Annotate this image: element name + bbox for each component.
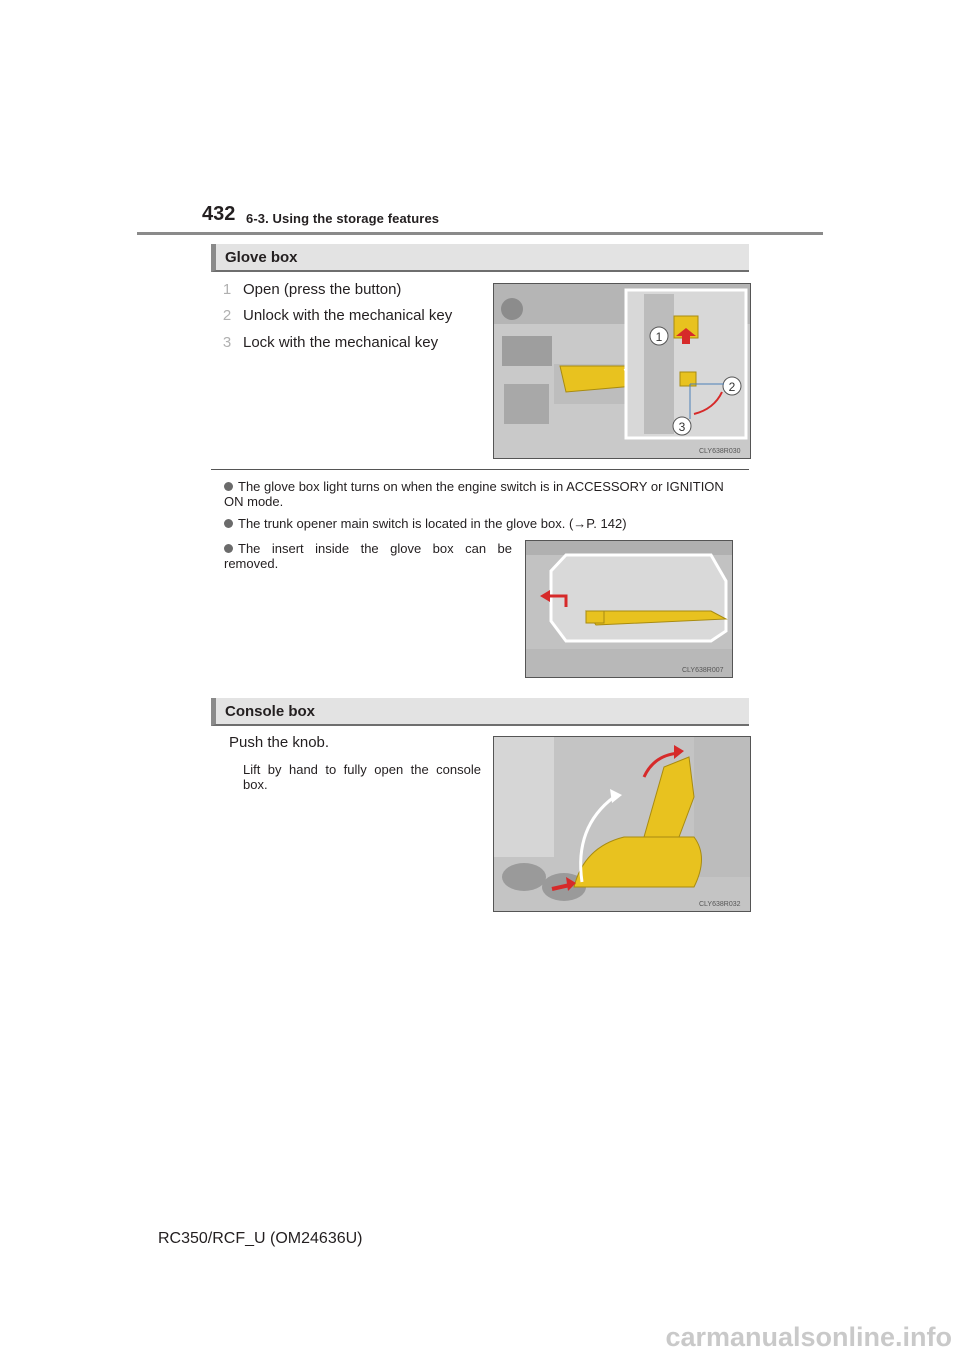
callout-1: 1	[655, 330, 663, 344]
notes-separator	[211, 469, 749, 470]
note-glove-box-light	[224, 479, 746, 509]
console-figure-code: CLY638R032	[699, 901, 741, 908]
step-text-open: Open (press the button)	[243, 281, 402, 298]
note-text: The trunk opener main switch is located in the glove box. (→P. 142)	[238, 516, 627, 531]
glove-box-heading-text: Glove box	[225, 249, 298, 266]
step-number-2: 2	[222, 307, 232, 324]
section-title: 6-3. Using the storage features	[246, 211, 440, 226]
console-box-heading	[211, 698, 749, 726]
bullet-icon	[224, 544, 233, 553]
model-footer: RC350/RCF_U (OM24636U)	[158, 1230, 363, 1247]
bullet-icon	[224, 482, 233, 491]
console-instruction: Push the knob.	[229, 734, 330, 751]
page-number: 432	[202, 203, 236, 225]
note-text: The glove box light turns on when the engine switch is in ACCESSORY or IGNITION ON mode.	[224, 479, 724, 509]
step-text-lock: Lock with the mechanical key	[243, 334, 439, 351]
console-box-figure	[493, 736, 751, 912]
insert-figure-code: CLY638R007	[682, 667, 724, 674]
header-rule	[137, 232, 823, 235]
glove-box-figure	[493, 283, 751, 459]
note-insert-removable	[224, 541, 512, 571]
note-text: The insert inside the glove box can be removed.	[224, 541, 512, 571]
glove-box-insert-illustration	[526, 541, 732, 677]
glove-box-insert-figure	[525, 540, 733, 678]
glove-box-illustration	[494, 284, 750, 458]
callout-3: 3	[678, 420, 686, 434]
bullet-icon	[224, 519, 233, 528]
console-box-heading-text: Console box	[225, 703, 316, 720]
console-box-illustration	[494, 737, 750, 911]
step-number-3: 3	[222, 334, 232, 351]
console-sub-instruction: Lift by hand to fully open the console box.	[243, 762, 481, 792]
glove-box-heading	[211, 244, 749, 272]
step-number-1: 1	[222, 281, 232, 298]
step-text-unlock: Unlock with the mechanical key	[243, 307, 453, 324]
glove-box-figure-code: CLY638R030	[699, 448, 741, 455]
watermark: carmanualsonline.info	[665, 1322, 952, 1352]
note-trunk-opener	[224, 516, 746, 531]
callout-2: 2	[728, 380, 736, 394]
